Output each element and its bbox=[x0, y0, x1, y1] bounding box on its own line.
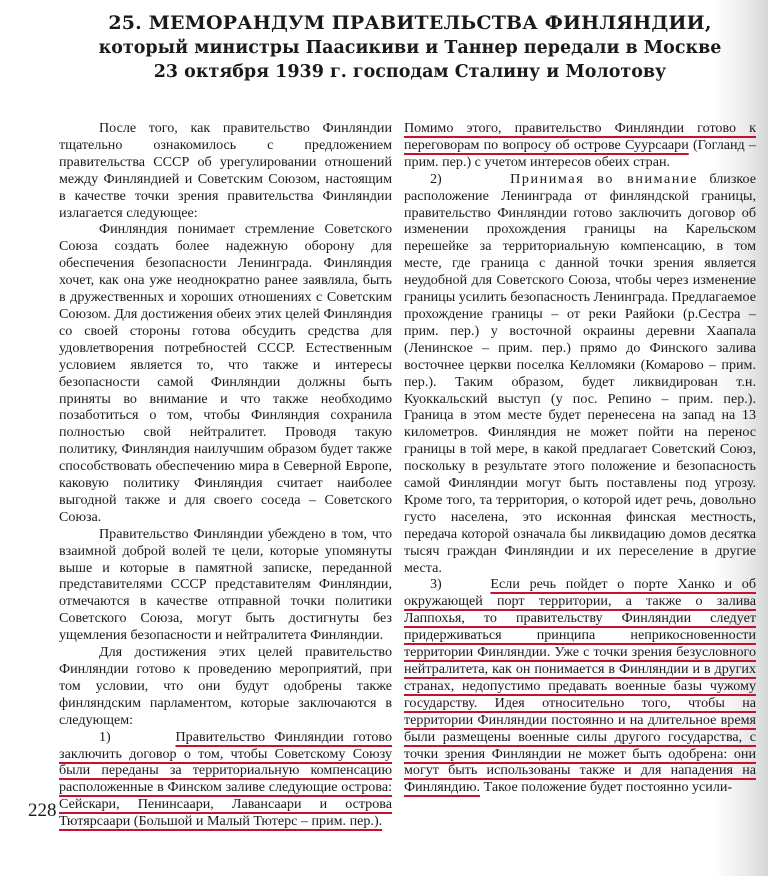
point-2-text: близкое расположение Ленинграда от финляндской границы, правительство Финляндии готово заключить договор об изменении прохождения границы на Карельском перешейке за территориальную компенсацию, в том месте, где граница с данной точки зрения является неудобной для Советского Союза, чтобы через изменение границы усилить безопасность Ленинграда. Предлагаемое прохождение границы – от реки Раяйоки (р.Сестра – прим. пер.) у восточной окраины деревни Хаапала (Ленинское – прим. пер.) прямо до Финского залива восточнее церкви поселка Келломяки (Комарово – прим. пер.). Таким образом, будет ликвидирован т.н. Куоккальский выступ (у пос. Репино – прим. пер.). Граница в этом месте будет перенесена на запад на 13 километров. Финляндия не может пойти на перенос границы в той мере, в какой предлагает Советский Союз, поскольку в результате этого положение и безопасность самой Финляндии могут быть поставлены под угрозу. Кроме того, та территория, о которой идет речь, довольно густо населена, это исконная финская местность, передача которой означала бы ликвидацию домов десятка тысяч граждан Финляндии и их переселение в другие места. bbox=[404, 170, 756, 576]
point-2-lead: Принимая во внимание bbox=[510, 170, 699, 187]
document-subtitle-line-1: который министры Паасикиви и Таннер передали в Москве bbox=[98, 38, 722, 58]
point-1-underlined-text: Правительство Финляндии готово заключить договор о том, чтобы Советскому Союзу были переданы за территориальную компенсацию расположенные в Финском заливе следующие острова: Сейскари, Пенинсаари, Лавансаари и острова Тютярсаари (Большой и Малый Тютерс – прим. пер.). bbox=[59, 728, 392, 830]
document-title: 25. МЕМОРАНДУМ ПРАВИТЕЛЬСТВА ФИНЛЯНДИИ, bbox=[108, 12, 712, 34]
paragraph-intro: После того, как правительство Финляндии тщательно ознакомилось с предложением правительства СССР об урегулировании отношений между Финляндией и Советским Союзом, настоящим в качестве точки зрения правительства Финляндии излагается следующее: bbox=[59, 120, 392, 221]
point-3-number: 3) bbox=[430, 576, 442, 593]
point-1-number: 1) bbox=[99, 728, 111, 745]
paragraph-point-3 bbox=[404, 576, 756, 796]
left-column bbox=[59, 120, 392, 830]
paragraph-government-convinced: Правительство Финляндии убеждено в том, что взаимной доброй волей те цели, которые упомянуты выше и которые в памятной записке, переданной представителями СССР представителям Финляндии, отмечаются в качестве отправной точки политики Советского Союза, могут быть достигнуты без ущемления безопасности и нейтралитета Финляндии. bbox=[59, 525, 392, 644]
page-number: 228 bbox=[28, 800, 57, 821]
document-header bbox=[60, 10, 760, 84]
right-column bbox=[404, 120, 756, 796]
point-3-rest-text: Такое положение будет постоянно усили- bbox=[483, 779, 733, 796]
paragraph-finland-understands: Финляндия понимает стремление Советского Союза создать более надежную оборону для обеспечения безопасности Ленинграда. Финляндия хочет, как она уже неоднократно ранее заявляла, быть в дружественных и хороших отношениях с Советским Союзом. Для достижения обеих этих целей Финляндия со своей стороны готова обсудить средства для удовлетворения потребностей СССР. Естественным условием является то, что также и интересы безопасности самой Финляндии должны быть приняты во внимание и что также необходимо позаботиться о том, чтобы Финляндия сохранила полностью свой нейтралитет. Проводя такую политику, Финляндия наилучшим образом будет также способствовать обеспечению мира в Северной Европе, каковую политику Финляндия считает наиболее выгодной также и для своего соседа – Советского Союза. bbox=[59, 221, 392, 525]
paragraph-suursaari bbox=[404, 120, 756, 171]
point-3-underlined-text: Если речь пойдет о порте Ханко и об окружающей порт территории, а также о залива Лаппохья, то правительству Финляндии следует придерживаться принципа неприкосновенности территории Финляндии. Уже с точки зрения безусловного нейтралитета, как он понимается в Финляндии и в других странах, недопустимо предавать военные базы чужому государству. Идея относительно того, чтобы на территории Финляндии постоянно и на длительное время были размещены военные силы другого государства, с точки зрения Финляндии не может быть одобрена: они могут быть использованы также и для нападения на Финляндию. bbox=[404, 576, 756, 796]
paragraph-measures: Для достижения этих целей правительство Финляндии готово к проведению мероприятий, при том условии, что они будут одобрены также финляндским парламентом, которые заключаются в следующем: bbox=[59, 644, 392, 728]
suursaari-underlined-text: Помимо этого, правительство Финляндии готово к переговорам по вопросу об острове Суурсаари bbox=[404, 120, 756, 153]
point-2-number: 2) bbox=[430, 170, 442, 187]
suursaari-rest-text: (Гогланд – прим. пер.) с учетом интересов обеих стран. bbox=[404, 136, 756, 170]
paragraph-point-1 bbox=[59, 729, 392, 830]
paragraph-point-2 bbox=[404, 171, 756, 577]
document-subtitle-line-2: 23 октября 1939 г. господам Сталину и Молотову bbox=[153, 62, 667, 82]
